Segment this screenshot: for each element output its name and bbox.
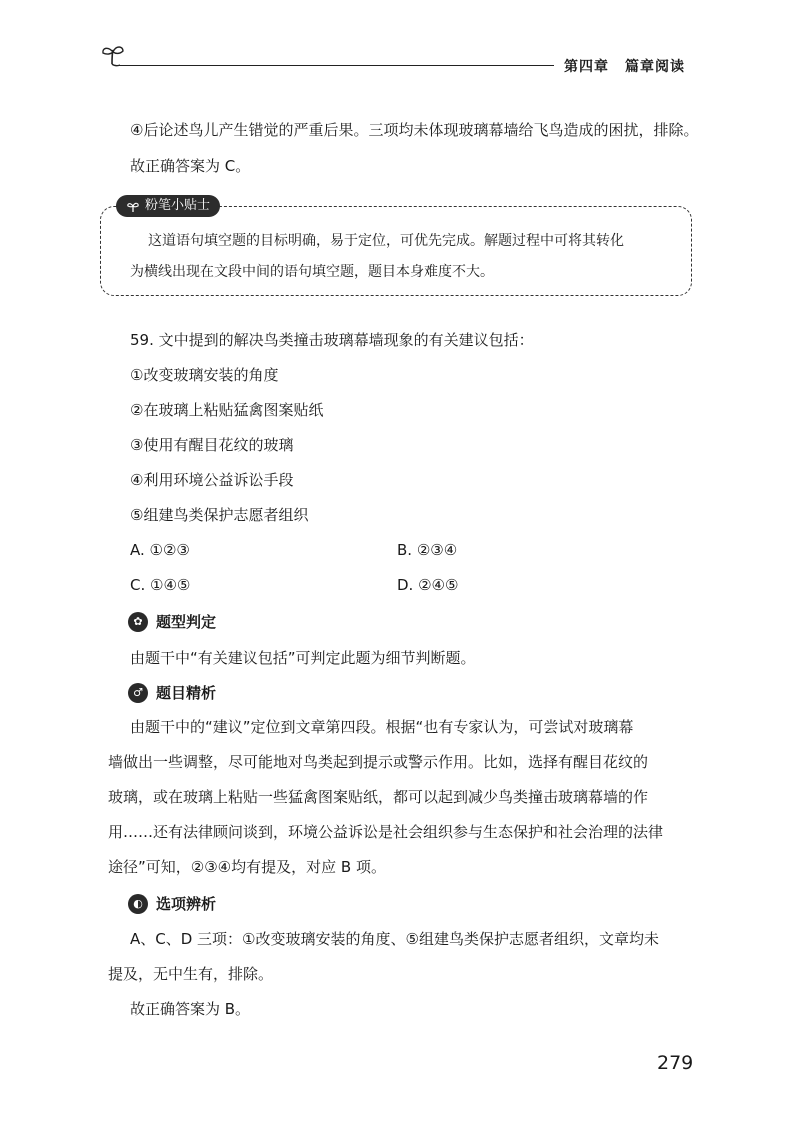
sprout-icon <box>126 199 140 213</box>
tip-box <box>100 206 692 296</box>
section-analysis-title: 题目精析 <box>156 684 217 702</box>
choice-c: C. ①④⑤ <box>130 576 191 594</box>
analysis-line-5: 途径”可知，②③④均有提及，对应 B 项。 <box>108 858 386 876</box>
question-item-3: ③使用有醒目花纹的玻璃 <box>130 436 294 454</box>
magnifier-icon: ♂ <box>128 683 148 703</box>
analysis-line-1: 由题干中的“建议”定位到文章第四段。根据“也有专家认为，可尝试对玻璃幕 <box>130 718 634 736</box>
tip-badge <box>116 195 220 217</box>
tip-text-line-1: 这道语句填空题的目标明确，易于定位，可优先完成。解题过程中可将其转化 <box>148 233 624 249</box>
section-options-title: 选项辨析 <box>156 895 217 913</box>
prev-explanation: ④后论述鸟儿产生错觉的严重后果。三项均未体现玻璃幕墙给飞鸟造成的困扰，排除。 <box>130 121 699 139</box>
page-number: 279 <box>657 1052 694 1074</box>
options-line-2: 提及，无中生有，排除。 <box>108 965 274 983</box>
question-item-1: ①改变玻璃安装的角度 <box>130 366 279 384</box>
question-item-4: ④利用环境公益诉讼手段 <box>130 471 294 489</box>
section-type-heading <box>128 612 216 632</box>
final-answer: 故正确答案为 B。 <box>130 1000 251 1018</box>
section-type-text: 由题干中“有关建议包括”可判定此题为细节判断题。 <box>130 649 476 667</box>
question-item-5: ⑤组建鸟类保护志愿者组织 <box>130 506 309 524</box>
analysis-line-3: 玻璃，或在玻璃上粘贴一些猛禽图案贴纸，都可以起到减少鸟类撞击玻璃幕墙的作 <box>108 788 649 806</box>
question-item-2: ②在玻璃上粘贴猛禽图案贴纸 <box>130 401 324 419</box>
tip-badge-label: 粉笔小贴士 <box>145 198 211 213</box>
tip-text-line-2: 为横线出现在文段中间的语句填空题，题目本身难度不大。 <box>130 264 494 280</box>
section-label: 篇章阅读 <box>625 59 685 75</box>
running-header <box>564 56 685 76</box>
section-analysis-heading <box>128 683 216 703</box>
analysis-line-2: 墙做出一些调整，尽可能地对鸟类起到提示或警示作用。比如，选择有醒目花纹的 <box>108 753 649 771</box>
section-options-heading <box>128 894 216 914</box>
choice-d: D. ②④⑤ <box>397 576 459 594</box>
choice-b: B. ②③④ <box>397 541 458 559</box>
options-icon: ◐ <box>128 894 148 914</box>
choice-a: A. ①②③ <box>130 541 190 559</box>
prev-answer: 故正确答案为 C。 <box>130 157 251 175</box>
section-type-title: 题型判定 <box>156 613 217 631</box>
options-line-1: A、C、D 三项：①改变玻璃安装的角度、⑤组建鸟类保护志愿者组织，文章均未 <box>130 930 659 948</box>
gear-icon: ✿ <box>128 612 148 632</box>
question-stem: 59. 文中提到的解决鸟类撞击玻璃幕墙现象的有关建议包括： <box>130 331 534 349</box>
header-rule <box>118 65 554 66</box>
chapter-label: 第四章 <box>564 59 609 75</box>
analysis-line-4: 用……还有法律顾问谈到，环境公益诉讼是社会组织参与生态保护和社会治理的法律 <box>108 823 664 841</box>
